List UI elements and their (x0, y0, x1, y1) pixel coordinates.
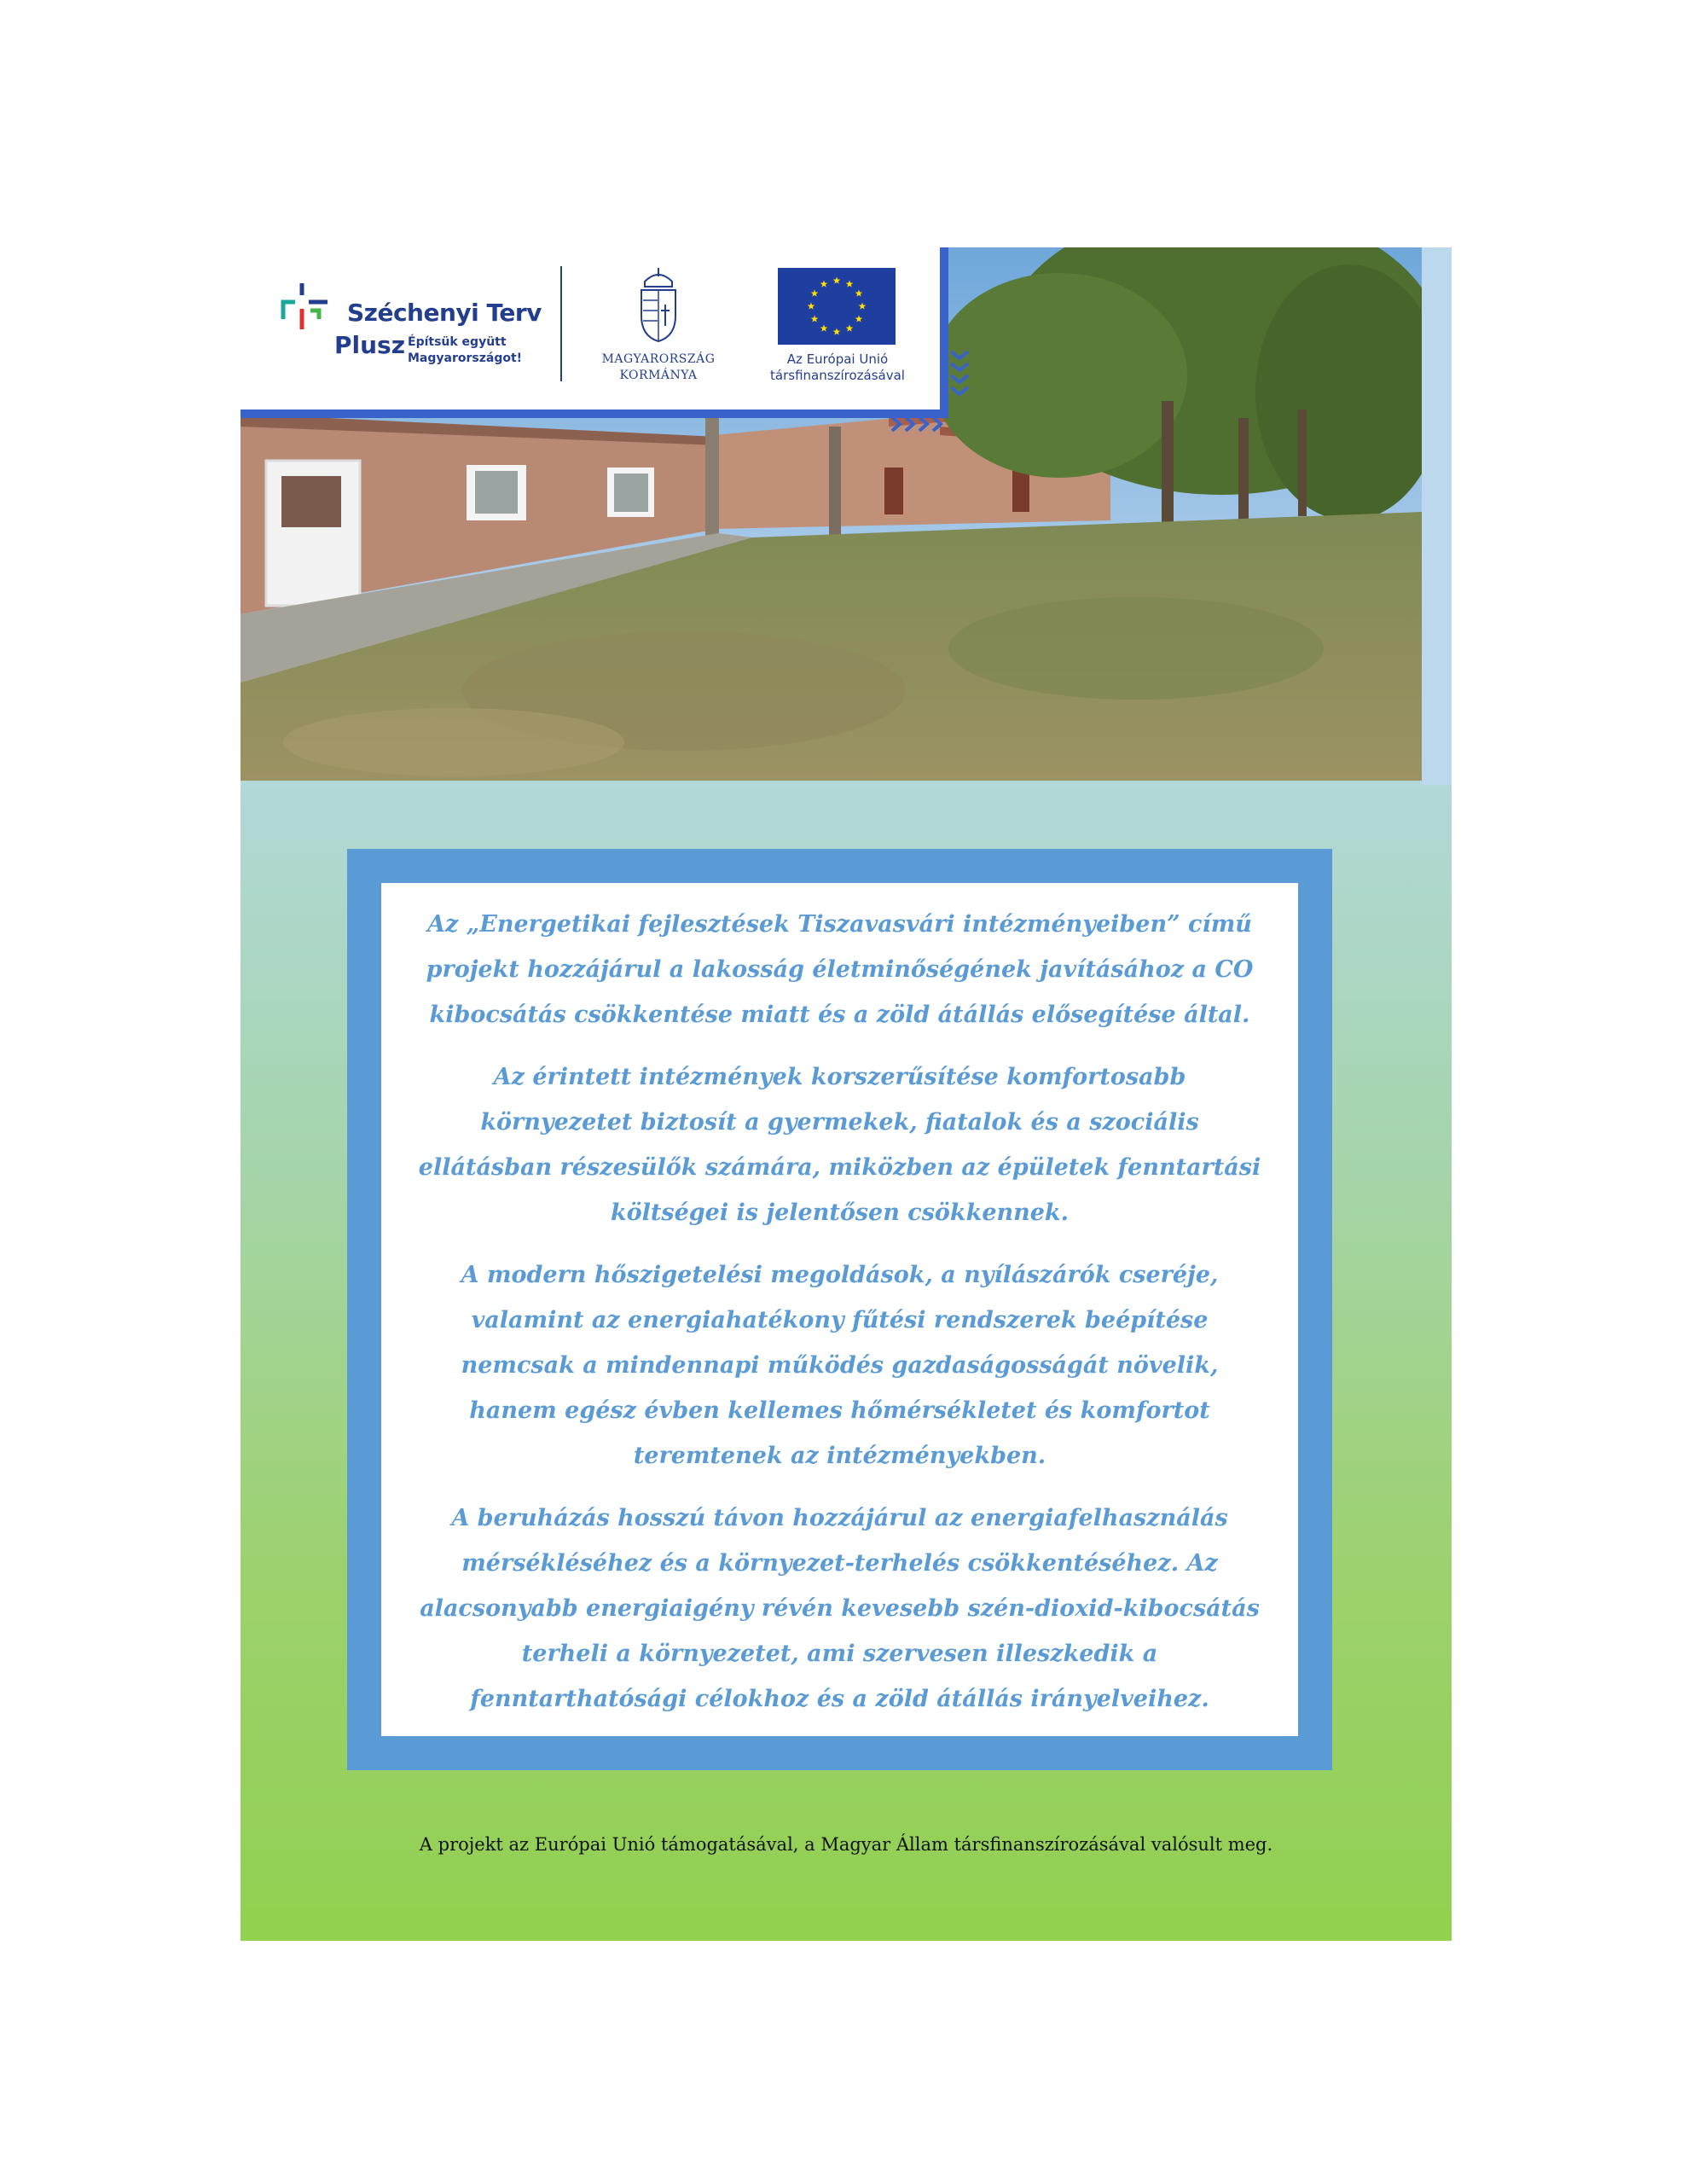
eu-line-2: társfinanszírozásával (770, 368, 905, 383)
logo-divider (560, 266, 562, 381)
chevron-icon (889, 415, 945, 433)
szechenyi-cross-icon (276, 276, 336, 336)
government-logo-text (586, 351, 731, 384)
chevron-icon (948, 348, 971, 398)
decorative-strip (1422, 247, 1452, 785)
government-line-2: KORMÁNYA (619, 369, 698, 382)
body-paragraph: A beruházás hosszú távon hozzájárul az energiafelhasználás mérsékléséhez és a környezet-terhelés csökkentéséhez. Az alacsonyabb energiaigény révén kevesebb szén-dioxid-kibocsátás terheli a környezetet, ami szervesen illeszkedik a fenntarthatósági célokhoz és a zöld átállás irányelveihez. (420, 1505, 1260, 1712)
body-paragraph: Az érintett intézmények korszerűsítése komfortosabb környezetet biztosít a gyermekek, fiatalok és a szociális ellátásban részesülők számára, miközben az épületek fenntartási költségei is jelentősen csökkennek. (418, 1064, 1261, 1226)
szechenyi-slogan (408, 334, 523, 367)
eu-logo-text (744, 351, 931, 384)
hungarian-coat-of-arms-icon (633, 266, 684, 343)
szechenyi-slogan-line-2: Magyarországot! (408, 351, 523, 365)
szechenyi-title: Széchenyi Terv (347, 299, 542, 327)
szechenyi-plus: Plusz (334, 331, 406, 359)
body-paragraph: Az „Energetikai fejlesztések Tiszavasvári intézményeiben” című projekt hozzájárul a lakosság életminőségének javításához a CO kibocsátás csökkentése miatt és a zöld átállás elősegítése által. (426, 911, 1254, 1028)
text-frame-inner (381, 883, 1298, 1736)
eu-line-1: Az Európai Unió (786, 351, 889, 367)
body-paragraph: A modern hőszigetelési megoldások, a nyílászárók cseréje, valamint az energiahatékony fűtési rendszerek beépítése nemcsak a mindennapi működés gazdaságosságát növelik, hanem egész évben kellemes hőmérsékletet és komfortot teremtenek az intézményekben. (461, 1262, 1219, 1469)
poster (241, 247, 1452, 1941)
footer-note: A projekt az Európai Unió támogatásával, a Magyar Állam társfinanszírozásával valósult meg. (419, 1834, 1273, 1855)
szechenyi-slogan-line-1: Építsük együtt (408, 335, 507, 349)
logo-band (241, 247, 948, 418)
eu-flag-icon (778, 268, 896, 345)
text-frame (347, 849, 1332, 1770)
government-line-1: MAGYARORSZÁG (601, 352, 716, 366)
